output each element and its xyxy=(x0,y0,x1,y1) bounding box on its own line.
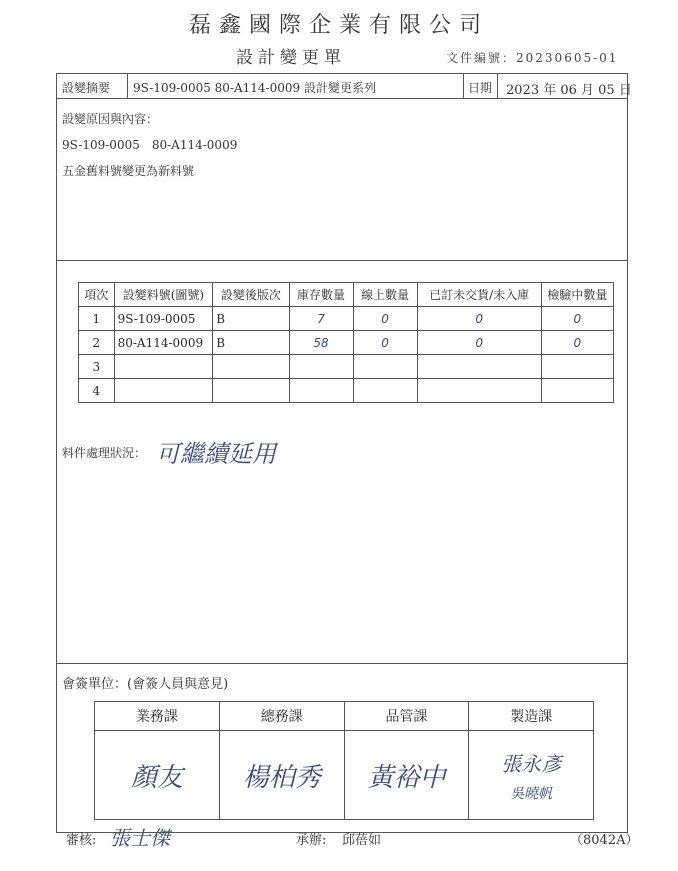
form-code: （8042A） xyxy=(570,833,639,848)
review-label: 審核: xyxy=(66,833,97,848)
header-part-no: 設變料號(圖號) xyxy=(114,283,213,307)
disposition-handwriting: 可繼續延用 xyxy=(156,440,276,468)
revision xyxy=(213,379,289,403)
signature-sales: 顏友 xyxy=(95,731,220,820)
date-label: 日期 xyxy=(468,81,493,95)
on-order-qty: 0 xyxy=(417,331,541,355)
document-number xyxy=(446,49,618,66)
line-qty xyxy=(353,379,417,403)
part-no: 80-A114-0009 xyxy=(114,331,213,355)
item-no: 3 xyxy=(79,355,115,379)
revision xyxy=(213,355,289,379)
items-table-header xyxy=(79,283,614,307)
table-row xyxy=(79,307,614,331)
table-row xyxy=(79,379,614,403)
inspection-qty xyxy=(541,379,613,403)
revision: B xyxy=(213,331,289,355)
department-row xyxy=(95,702,594,731)
header-revision: 設變後版次 xyxy=(213,283,289,307)
reason-part-numbers: 9S-109-0005 80-A114-0009 xyxy=(62,138,238,152)
item-no: 4 xyxy=(79,379,115,403)
countersign-table xyxy=(94,701,594,820)
review-signature: 張士傑 xyxy=(110,826,170,850)
department-manufacturing: 製造課 xyxy=(469,702,594,731)
reason-description: 五金舊料號變更為新料號 xyxy=(62,164,195,178)
stock-qty xyxy=(289,355,353,379)
line-qty: 0 xyxy=(353,331,417,355)
header-line-qty: 線上數量 xyxy=(353,283,417,307)
date-divider-left xyxy=(463,73,464,98)
handler-name: 邱蓓如 xyxy=(342,833,382,848)
reason-divider xyxy=(56,260,628,261)
part-no xyxy=(114,355,213,379)
stock-qty: 7 xyxy=(289,307,353,331)
inspection-qty: 0 xyxy=(541,331,613,355)
inspection-qty xyxy=(541,355,613,379)
summary-label: 設變摘要 xyxy=(62,81,111,95)
stock-qty xyxy=(289,379,353,403)
line-qty: 0 xyxy=(353,307,417,331)
revision: B xyxy=(213,307,289,331)
disposition-label: 料件處理狀況： xyxy=(62,446,147,460)
handler-label: 承辦: xyxy=(296,833,327,848)
form-title: 設計變更單 xyxy=(236,48,346,68)
date-divider-right xyxy=(497,73,498,98)
signature-manufacturing-2: 吳曉帆 xyxy=(510,785,553,802)
countersign-divider xyxy=(56,663,628,664)
inspection-qty: 0 xyxy=(541,307,613,331)
department-general-affairs: 總務課 xyxy=(219,702,344,731)
signature-manufacturing-1: 張永彥 xyxy=(501,751,562,776)
header-stock-qty: 庫存數量 xyxy=(289,283,353,307)
countersign-label: 會簽單位：(會簽人員與意見) xyxy=(62,677,229,692)
part-no: 9S-109-0005 xyxy=(114,307,213,331)
doc-no-value: 20230605-01 xyxy=(516,51,619,65)
signature-quality: 黃裕中 xyxy=(344,731,469,820)
signature-row xyxy=(95,731,594,820)
on-order-qty xyxy=(417,379,541,403)
item-no: 1 xyxy=(79,307,115,331)
header-on-order-qty: 已訂未交貨/未入庫 xyxy=(417,283,541,307)
summary-value: 9S-109-0005 80-A114-0009 設計變更系列 xyxy=(133,81,376,95)
on-order-qty xyxy=(417,355,541,379)
date-value: 2023 年 06 月 05 日 xyxy=(506,83,632,98)
company-name: 磊鑫國際企業有限公司 xyxy=(188,13,489,38)
summary-divider xyxy=(56,98,628,99)
doc-no-label: 文件編號： xyxy=(446,51,517,65)
item-no: 2 xyxy=(79,331,115,355)
header-inspection-qty: 檢驗中數量 xyxy=(541,283,613,307)
items-table xyxy=(78,282,614,403)
reason-label: 設變原因與內容： xyxy=(62,112,159,126)
signature-manufacturing xyxy=(469,731,594,820)
header-item-no: 項次 xyxy=(79,283,115,307)
summary-label-divider xyxy=(127,73,128,98)
table-row xyxy=(79,331,614,355)
table-row xyxy=(79,355,614,379)
on-order-qty: 0 xyxy=(417,307,541,331)
stock-qty: 58 xyxy=(289,331,353,355)
department-sales: 業務課 xyxy=(95,702,220,731)
part-no xyxy=(114,379,213,403)
signature-general-affairs: 楊柏秀 xyxy=(219,731,344,820)
line-qty xyxy=(353,355,417,379)
department-quality: 品管課 xyxy=(344,702,469,731)
